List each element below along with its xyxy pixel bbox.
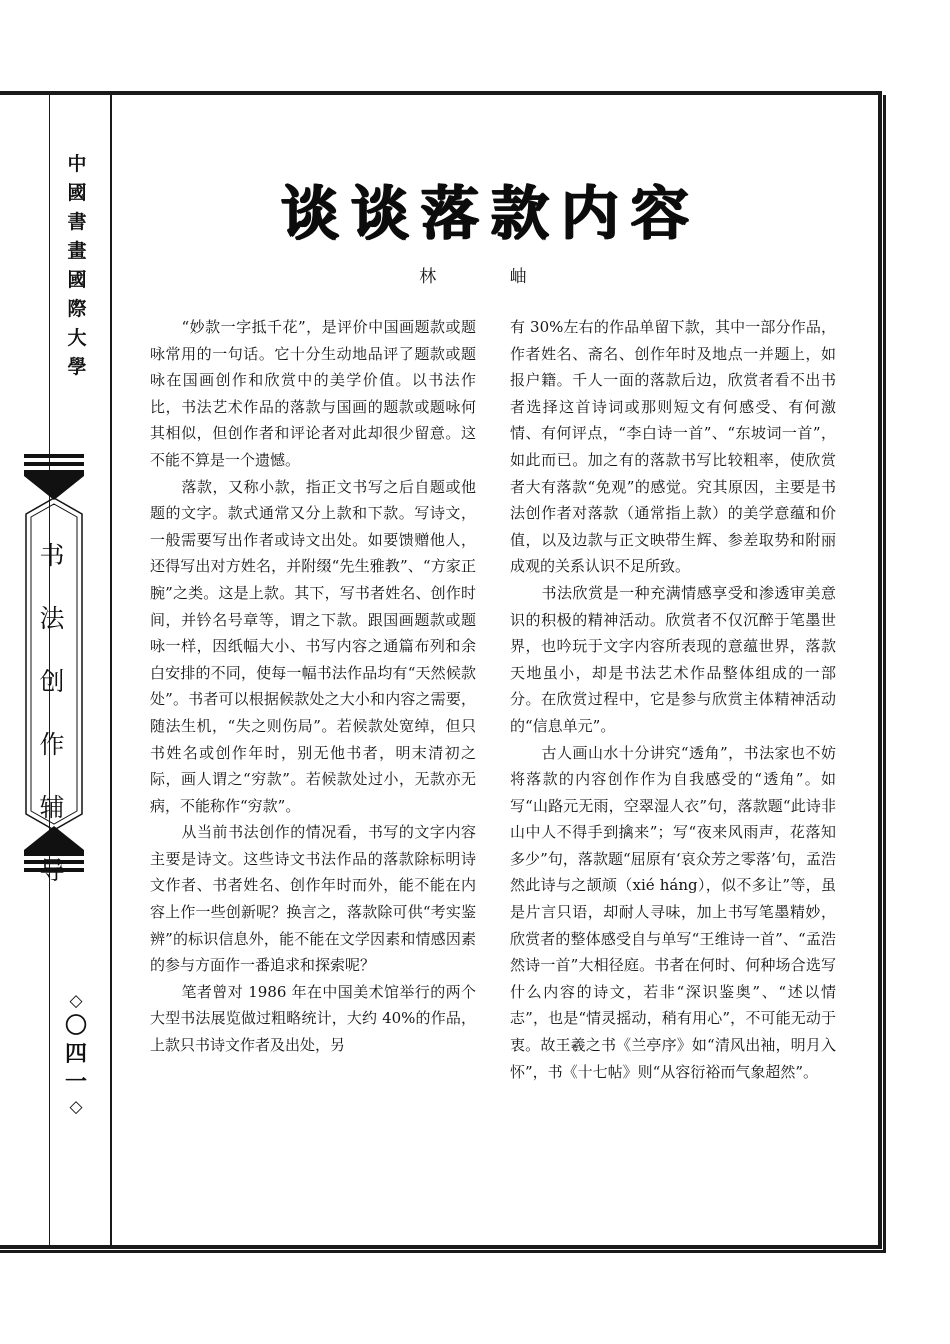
section-char: 法 [39, 604, 65, 633]
university-char: 大 [67, 327, 87, 349]
page-number-char: 〇 [64, 1013, 87, 1039]
article-title: 谈谈落款内容 [279, 179, 700, 247]
paragraph: 落款，又称小款，指正文书写之后自题或他题的文字。款式通常又分上款和下款。写诗文，一般需要写出作者或诗文出处。如要馈赠他人，还得写出对方姓名，并附缀“先生雅教”、“方家正腕”之类。这是上款。其下，写书者姓名、创作时间，并钤名号章等，谓之下款。跟国画题款或题咏一样，因纸幅大小、书写内容之通篇布列和余白安排的不同，使每一幅书法作品均有“天然候款处”。书者可以根据候款处之大小和内容之需要，随法生机，“失之则伤局”。若候款处宽绰，但只书姓名或创作年时，别无他书者，明末清初之际，画人谓之“穷款”。若候款处过小，无款亦无病，不能称作“穷款”。 [150, 477, 476, 815]
paragraph: 书法欣赏是一种充满情感享受和渗透审美意识的积极的精神活动。欣赏者不仅沉醉于笔墨世界，也吟玩于文字内容所表现的意蕴世界，落款天地虽小，却是书法艺术作品整体组成的一部分。在欣赏过程中，它是参与欣赏主体精神活动的“信息单元”。 [510, 583, 836, 735]
article-author: 林 岫 [419, 267, 561, 287]
side-column-rule [110, 95, 112, 1245]
section-char: 创 [39, 667, 65, 696]
section-char: 导 [39, 856, 65, 885]
university-char: 際 [67, 298, 87, 320]
university-char: 中 [67, 153, 87, 175]
university-char: 學 [67, 356, 87, 378]
university-name [62, 150, 92, 382]
section-char: 辅 [39, 793, 65, 822]
section-char: 书 [39, 541, 65, 570]
university-char: 國 [67, 269, 87, 291]
page-number [56, 990, 96, 1118]
diamond-icon: ◇ [69, 991, 83, 1011]
article-column-right [510, 314, 836, 1085]
paragraph: 从当前书法创作的情况看，书写的文字内容主要是诗文。这些诗文书法作品的落款除标明诗文作者、书者姓名、创作年时而外，能不能在内容上作一些创新呢？换言之，落款除可供“考实鉴辨”的标识信息外，能不能在文学因素和情感因素的参与方面作一番追求和探索呢？ [150, 823, 476, 975]
university-char: 書 [67, 211, 87, 233]
paragraph-continuation: 有 30%左右的作品单留下款，其中一部分作品，作者姓名、斋名、创作年时及地点一并题上，如报户籍。千人一面的落款后边，欣赏者看不出书者选择这首诗词或那则短文有何感受、有何激情、有何评点，“李白诗一首”、“东坡词一首”，如此而已。加之有的落款书写比较粗率，使欣赏者大有落款“免观”的感觉。究其原因，主要是书法创作者对落款（通常指上款）的美学意蕴和价值，以及边款与正文映带生辉、参差取势和附丽成观的关系认识不足所致。 [510, 318, 836, 576]
page-number-char: 四 [64, 1041, 87, 1067]
section-char: 作 [39, 730, 65, 759]
article-column-left [150, 314, 476, 1059]
section-title [20, 524, 84, 902]
paragraph: “妙款一字抵千花”，是评价中国画题款或题咏常用的一句话。它十分生动地品评了题款或题咏在国画创作和欣赏中的美学价值。以书法作比，书法艺术作品的落款与国画的题款或题咏何其相似，但创作者和评论者对此却很少留意。这不能不算是一个遗憾。 [150, 318, 476, 469]
university-char: 國 [67, 182, 87, 204]
paragraph: 古人画山水十分讲究“透角”，书法家也不妨将落款的内容创作作为自我感受的“透角”。如写“山路元无雨，空翠湿人衣”句，落款题“此诗非山中人不得手到擒来”；写“夜来风雨声，花落知多少”句，落款题“屈原有‘哀众芳之零落’句，孟浩然此诗与之颉颃（xié háng），似不多让”等，虽是片言只语，却耐人寻味，加上书写笔墨精妙，欣赏者的整体感受自与单写“王维诗一首”、“孟浩然诗一首”大相径庭。书者在何时、何种场合选写什么内容的诗文，若非“深识鉴奥”、“述以情志”，也是“情灵摇动，稍有用心”，不可能无动于衷。故王羲之书《兰亭序》如“清风出袖，明月入怀”，书《十七帖》则“从容衍裕而气象超然”。 [510, 743, 836, 1081]
section-plaque [20, 454, 108, 885]
diamond-icon: ◇ [69, 1097, 83, 1117]
page-number-char: 一 [64, 1069, 87, 1095]
university-char: 畫 [67, 240, 87, 262]
paragraph: 笔者曾对 1986 年在中国美术馆举行的两个大型书法展览做过粗略统计，大约 40%的作品，上款只书诗文作者及出处，另 [150, 982, 476, 1055]
